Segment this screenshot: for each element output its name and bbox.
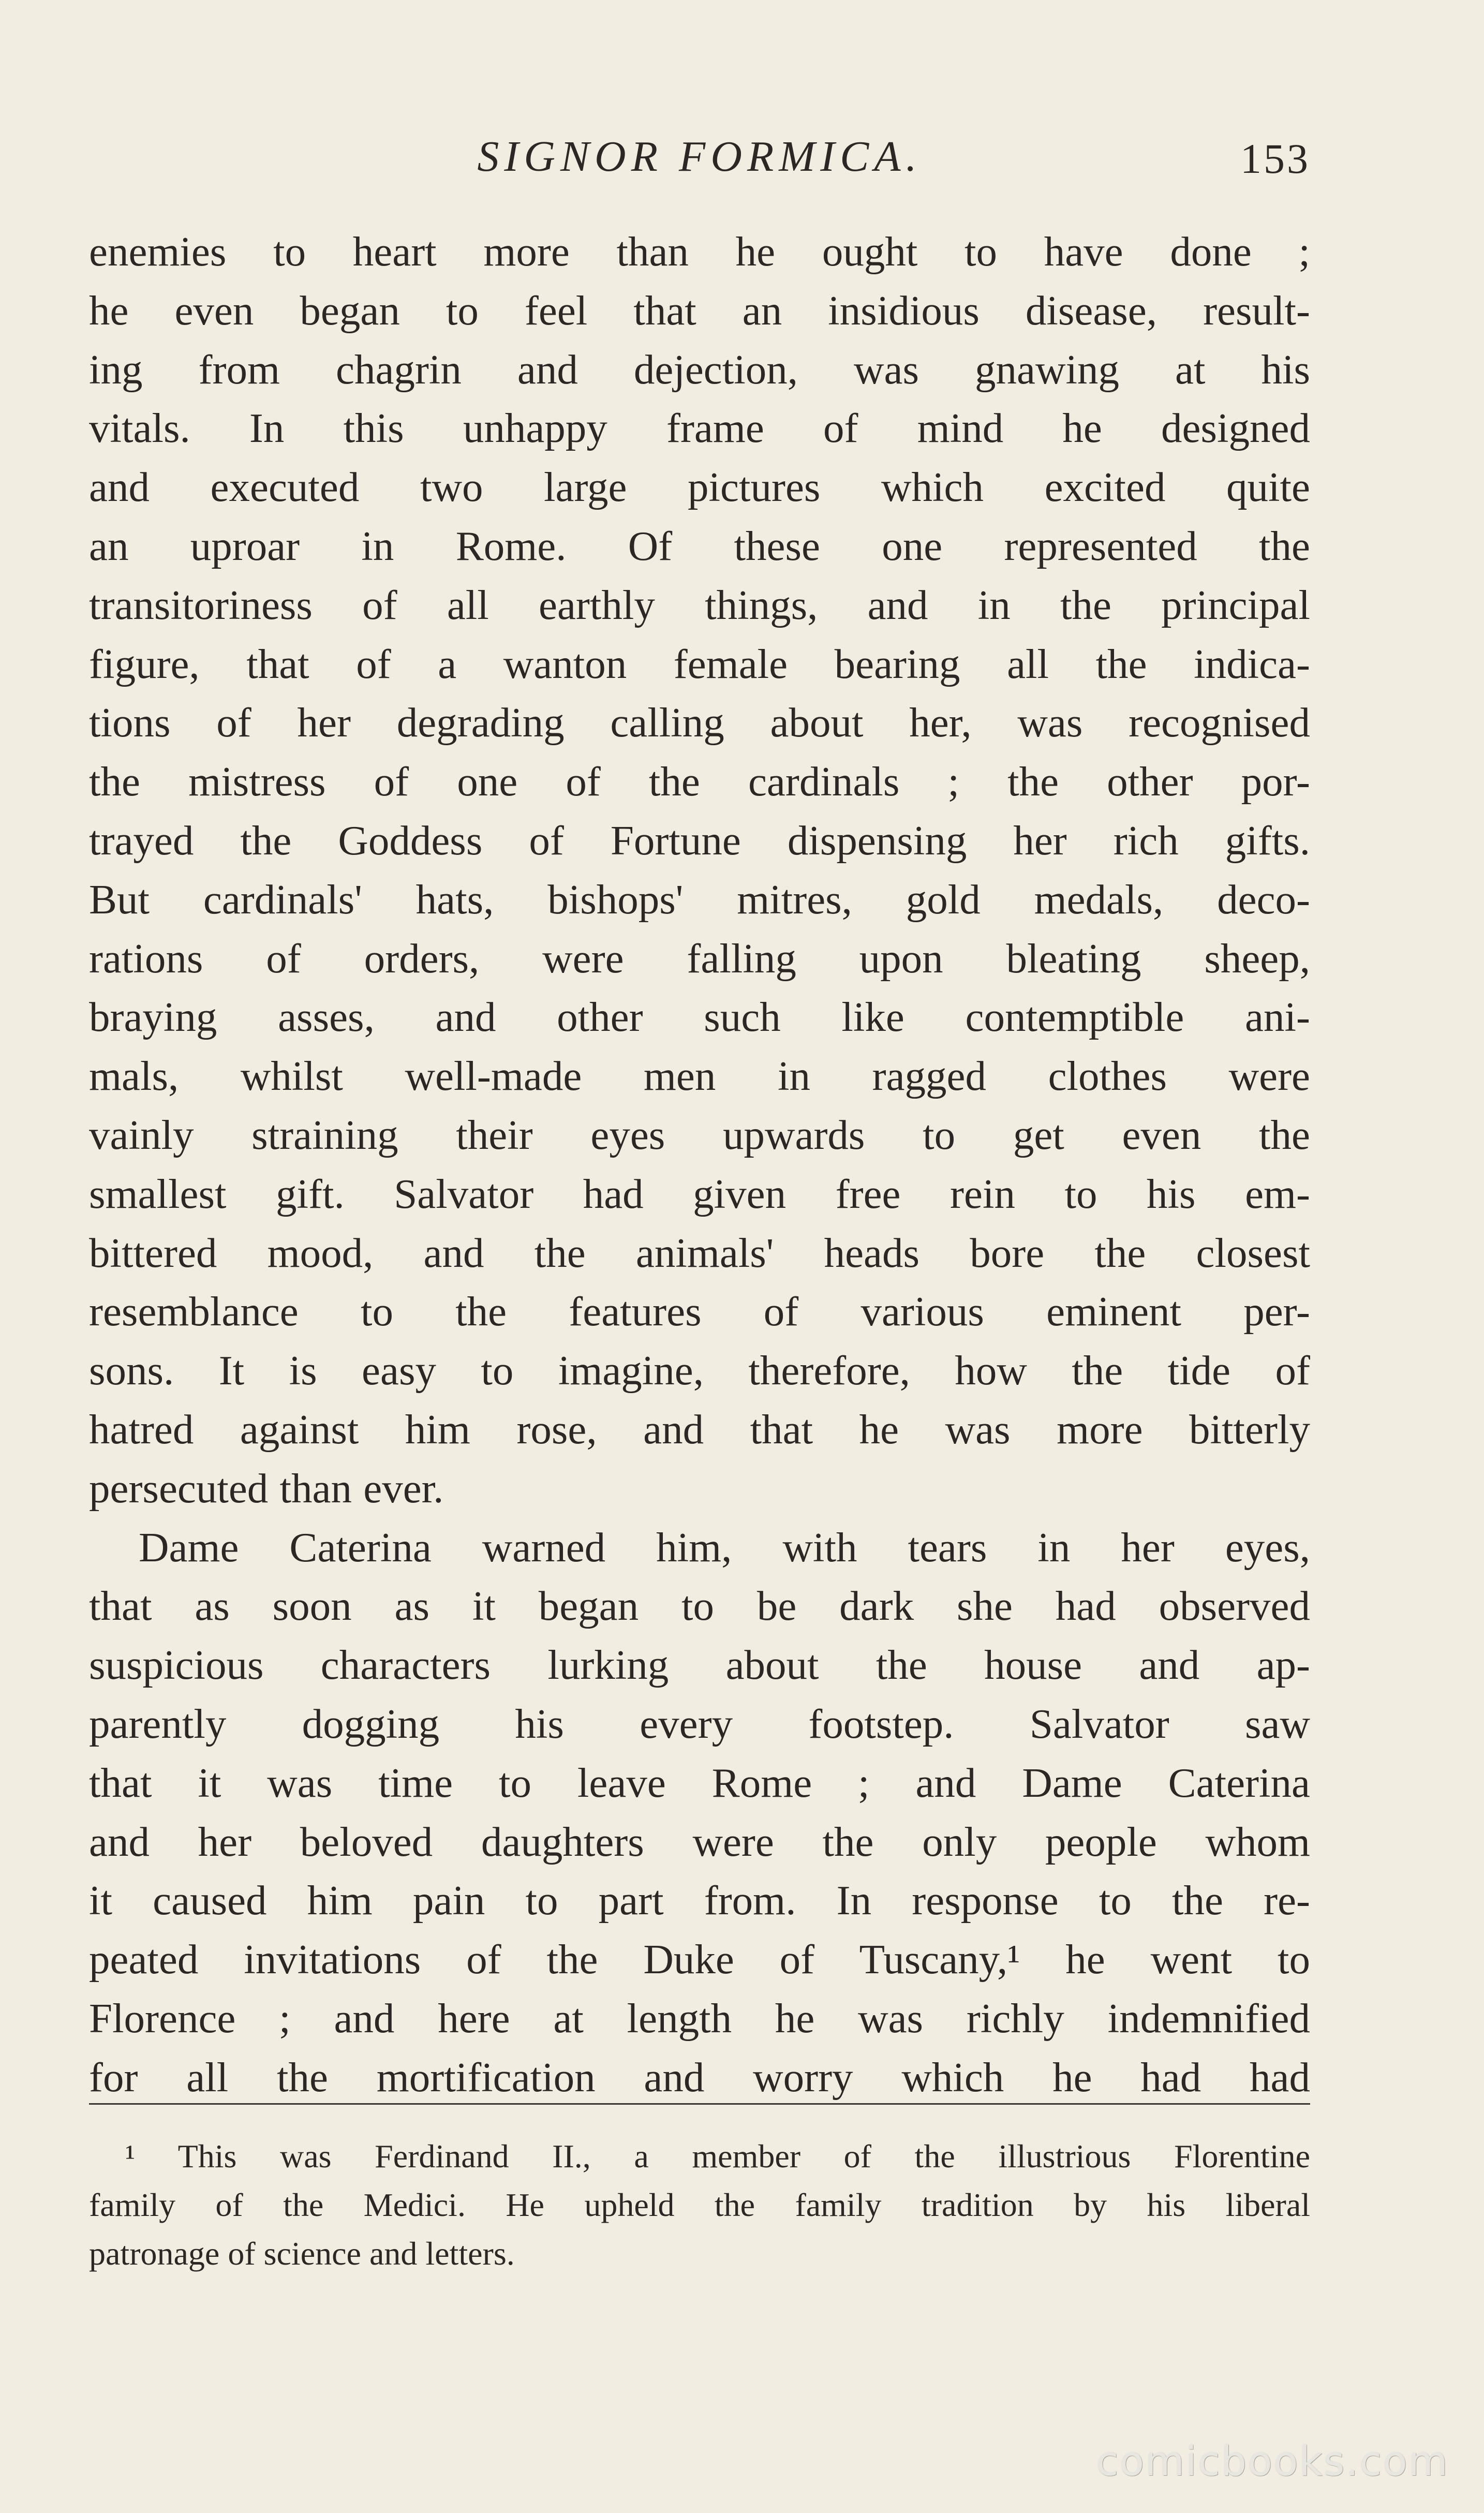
text-line: bittered mood, and the animals' heads bore the closest [89,1229,1310,1276]
text-line: and executed two large pictures which excited quite [89,464,1310,511]
text-line: tions of her degrading calling about her, was recognised [89,699,1310,746]
paragraph-start-line: Dame Caterina warned him, with tears in her eyes, [139,1524,1310,1571]
footnote-divider [89,2103,1310,2105]
text-line: suspicious characters lurking about the house and ap- [89,1642,1310,1689]
footnote-line: family of the Medici. He upheld the family tradition by his liberal [89,2186,1310,2223]
text-line: vainly straining their eyes upwards to get even the [89,1111,1310,1158]
page-header [89,128,1310,190]
text-line: But cardinals' hats, bishops' mitres, gold medals, deco- [89,876,1310,923]
body-text [89,223,1310,2107]
footnote-line: ¹ This was Ferdinand II., a member of the illustrious Florentine [125,2138,1310,2175]
text-line: and her beloved daughters were the only people whom [89,1818,1310,1865]
text-line: an uproar in Rome. Of these one represented the [89,522,1310,569]
text-line: hatred against him rose, and that he was more bitterly [89,1406,1310,1453]
text-line: Florence ; and here at length he was richly indemnified [89,1994,1310,2042]
text-line: for all the mortification and worry which he had had [89,2053,1310,2101]
running-title: SIGNOR FORMICA. [477,132,922,181]
text-line: figure, that of a wanton female bearing all the indica- [89,640,1310,687]
text-line: ing from chagrin and dejection, was gnawing at his [89,346,1310,393]
text-line: braying asses, and other such like contemptible ani- [89,994,1310,1041]
footnote [89,2132,1310,2278]
text-line: smallest gift. Salvator had given free rein to his em- [89,1170,1310,1217]
watermark-logo: comicbooks.com [1096,2438,1449,2485]
page-number: 153 [1240,135,1310,182]
text-line: transitoriness of all earthly things, and in the principal [89,581,1310,628]
paragraph-end-line: persecuted than ever. [89,1465,444,1512]
text-line: mals, whilst well-made men in ragged clothes were [89,1053,1310,1100]
text-line: he even began to feel that an insidious disease, result- [89,287,1310,334]
text-line: peated invitations of the Duke of Tuscany,¹ he went to [89,1936,1310,1983]
text-line: the mistress of one of the cardinals ; the other por- [89,758,1310,805]
text-line: trayed the Goddess of Fortune dispensing her rich gifts. [89,817,1310,864]
text-line: sons. It is easy to imagine, therefore, how the tide of [89,1347,1310,1394]
text-line: parently dogging his every footstep. Salvator saw [89,1700,1310,1747]
text-line: it caused him pain to part from. In response to the re- [89,1877,1310,1924]
text-line: vitals. In this unhappy frame of mind he designed [89,405,1310,452]
text-line: resemblance to the features of various eminent per- [89,1288,1310,1335]
text-line: that it was time to leave Rome ; and Dame Caterina [89,1759,1310,1806]
text-line: enemies to heart more than he ought to have done ; [89,228,1310,275]
text-line: rations of orders, were falling upon bleating sheep, [89,935,1310,982]
text-line: that as soon as it began to be dark she had observed [89,1583,1310,1630]
footnote-line: patronage of science and letters. [89,2235,515,2272]
